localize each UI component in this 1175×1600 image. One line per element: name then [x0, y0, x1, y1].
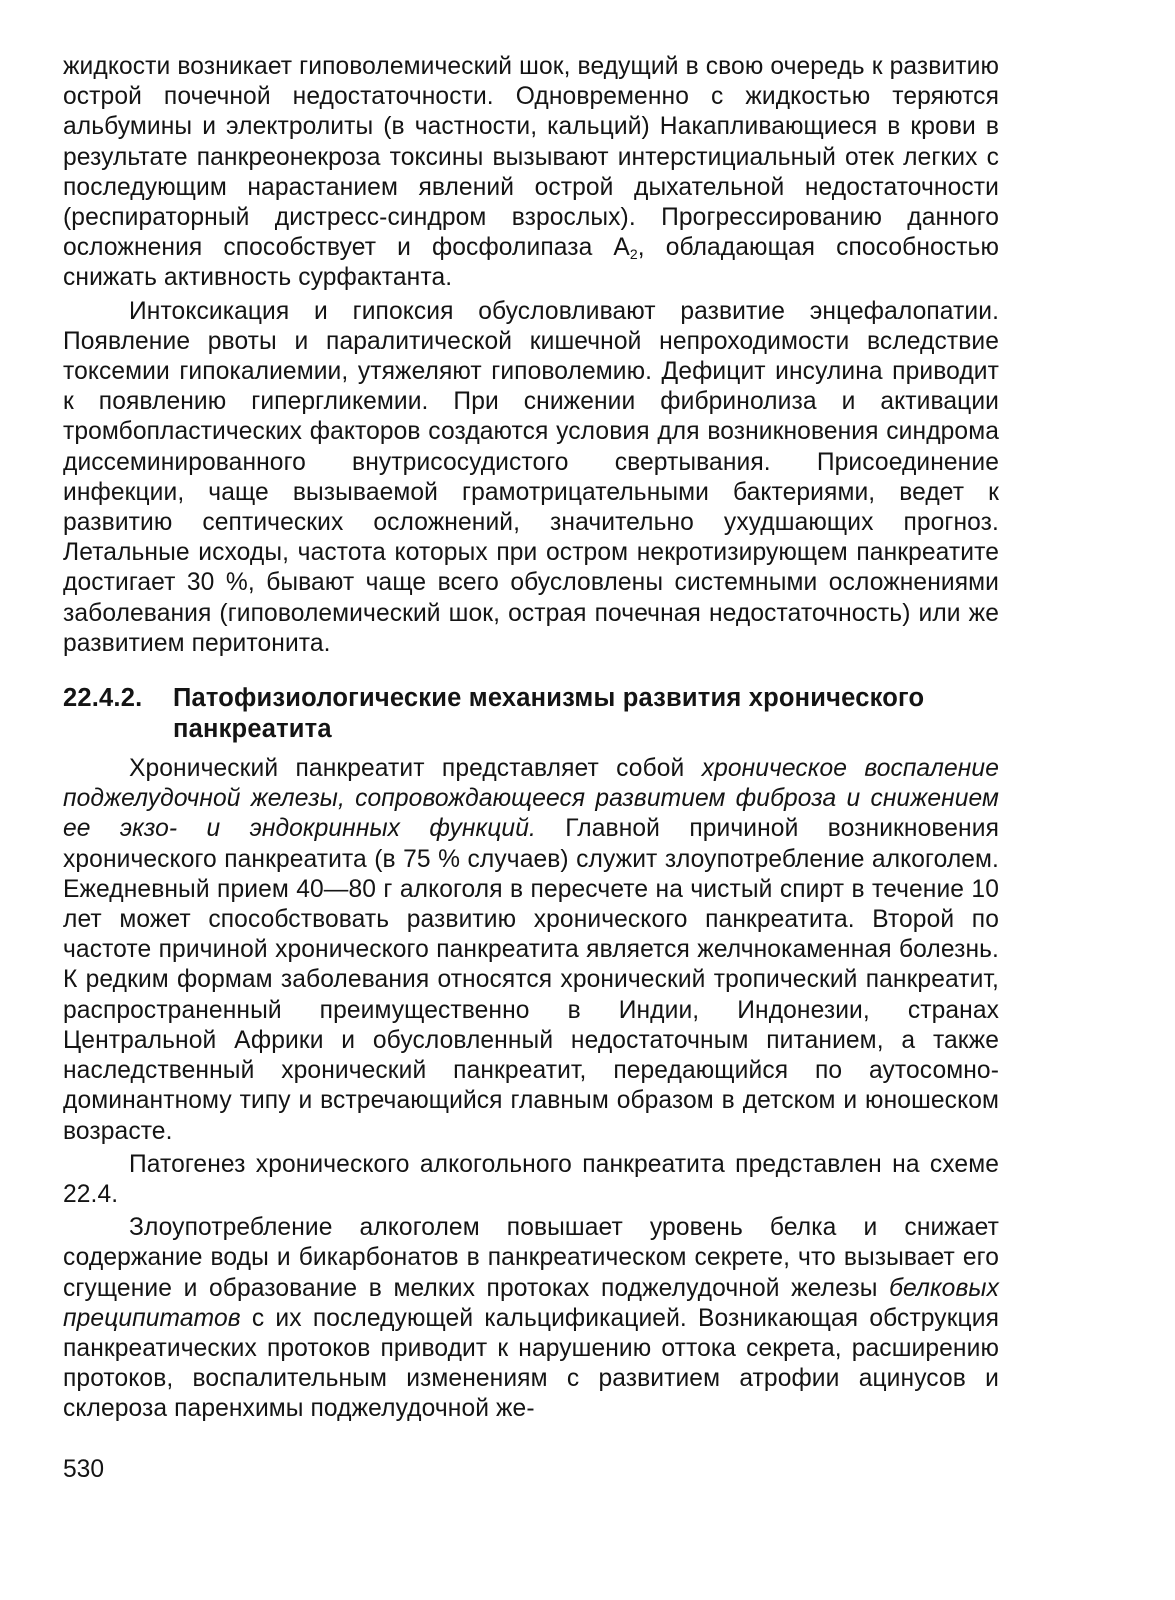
- paragraph-5-rest: с их последующей кальцификацией. Возникающая обструкция панкреатических протоков приводит к нарушению оттока секрета, расширению протоков, воспалительным изменениям с развитием атрофии ацинусов и склероза паренхимы поджелудочной же-: [63, 1304, 999, 1423]
- paragraph-1-text-end: , обладающая способностью снижать активность сурфактанта.: [63, 234, 999, 292]
- section-title: Патофизиологические механизмы развития хронического панкреатита: [173, 684, 925, 743]
- definition-emphasis: хроническое воспаление поджелудочной железы, сопровождающееся развитием фиброза и снижением ее экзо- и эндокринных функций.: [63, 755, 999, 843]
- paragraph-1-text: жидкости возникает гиповолемический шок, ведущий в свою очередь к развитию острой почечной недостаточности. Одновременно с жидкостью теряются альбумины и электролиты (в частности, кальций) Накапливающиеся в крови в результате панкреонекроза токсины вызывают интерстициальный отек легких с последующим нарастанием явлений острой дыхательной недостаточности (респираторный дистресс-синдром взрослых). Прогрессированию данного осложнения способствует и фосфолипаза А: [63, 53, 999, 262]
- paragraph-alcohol-mechanism: [63, 1213, 999, 1424]
- section-number: 22.4.2.: [63, 684, 143, 713]
- protein-precipitates-emphasis: белковых преципитатов: [63, 1274, 999, 1332]
- paragraph-intoxication: Интоксикация и гипоксия обусловливают развитие энцефалопатии. Появление рвоты и паралитической кишечной непроходимости вследствие токсемии гипокалиемии, утяжеляют гиповолемию. Дефицит инсулина приводит к появлению гипергликемии. При снижении фибринолиза и активации тромбопластических факторов создаются условия для возникновения синдрома диссеминированного внутрисосудистого свертывания. Присоединение инфекции, чаще вызываемой грамотрицательными бактериями, ведет к развитию септических осложнений, значительно ухудшающих прогноз. Летальные исходы, частота которых при остром некротизирующем панкреатите достигает 30 %, бывают чаще всего обусловлены системными осложнениями заболевания (гиповолемический шок, острая почечная недостаточность) или же развитием перитонита.: [63, 297, 999, 657]
- paragraph-3-lead: Хронический панкреатит представляет собой: [129, 755, 702, 783]
- phospholipase-subscript: 2: [629, 246, 638, 263]
- paragraph-scheme-reference: Патогенез хронического алкогольного панкреатита представлен на схеме 22.4.: [63, 1150, 999, 1208]
- paragraph-5-lead: Злоупотребление алкоголем повышает уровень белка и снижает содержание воды и бикарбонатов в панкреатическом секрете, что вызывает его сгущение и образование в мелких протоках поджелудочной железы: [63, 1214, 999, 1302]
- page-body: [63, 52, 999, 1425]
- paragraph-3-rest: Главной причиной возникновения хронического панкреатита (в 75 % случаев) служит злоупотребление алкоголем. Ежедневный прием 40—80 г алкоголя в пересчете на чистый спирт в течение 10 лет может способствовать развитию хронического панкреатита. Второй по частоте причиной хронического панкреатита является желчнокаменная болезнь. К редким формам заболевания относятся хронический тропический панкреатит, распространенный преимущественно в Индии, Индонезии, странах Центральной Африки и обусловленный недостаточным питанием, а также наследственный хронический панкреатит, передающийся по аутосомно-доминантному типу и встречающийся главным образом в детском и юношеском возрасте.: [63, 815, 999, 1145]
- paragraph-shock-and-respiratory-failure: [63, 52, 999, 294]
- page-number: 530: [63, 1456, 105, 1483]
- section-heading: [63, 683, 999, 744]
- paragraph-chronic-pancreatitis-definition: [63, 754, 999, 1147]
